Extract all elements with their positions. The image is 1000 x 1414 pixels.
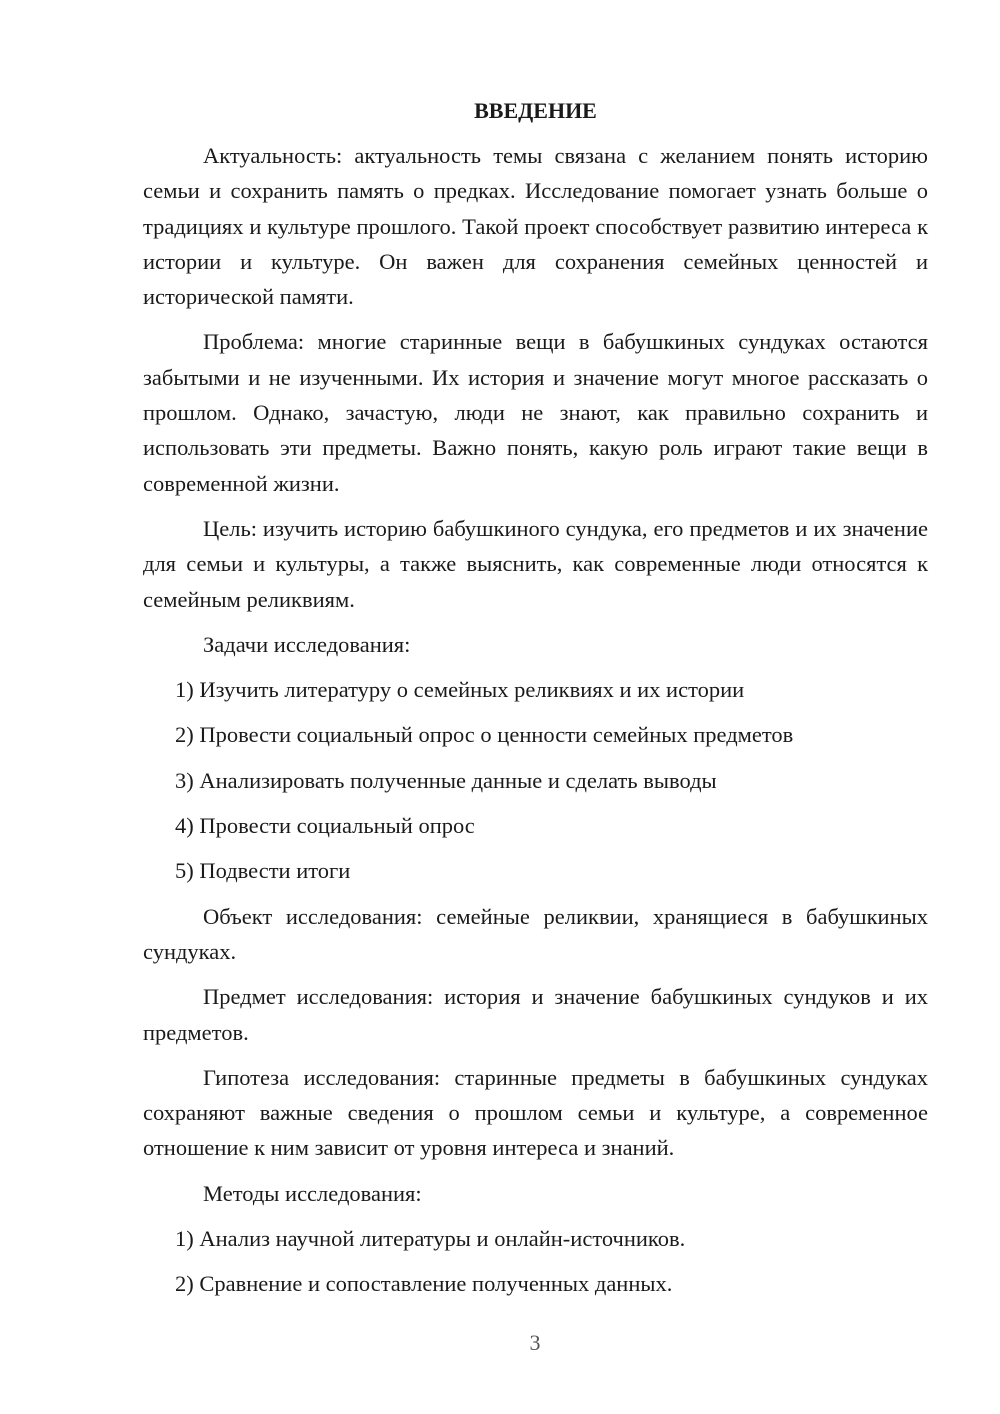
goal-paragraph: Цель: изучить историю бабушкиного сундука, его предметов и их значение для семьи и культуры, а также выяснить, как современные люди относятся к семейным реликвиям. — [143, 515, 928, 612]
relevance-paragraph: Актуальность: актуальность темы связана с желанием понять историю семьи и сохранить память о предках. Исследование помогает узнать больше о традициях и культуре прошлого. Такой проект способствует развитию интереса к истории и культуре. Он важен для сохранения семейных ценностей и исторической памяти. — [143, 143, 928, 310]
problem-paragraph: Проблема: многие старинные вещи в бабушкиных сундуках остаются забытыми и не изученными. Их история и значение могут многое рассказать о прошлом. Однако, зачастую, люди не знают, как правильно сохранить и использовать эти предметы. Важно понять, какую роль играют такие вещи в современной жизни. — [143, 329, 928, 496]
task-item: 1) Изучить литературу о семейных реликвиях и их истории — [175, 677, 745, 703]
tasks-list — [143, 672, 928, 888]
task-item: 2) Провести социальный опрос о ценности семейных предметов — [175, 722, 794, 748]
methods-list — [143, 1221, 928, 1302]
tasks-label: Задачи исследования: — [203, 631, 411, 657]
page-number: 3 — [529, 1330, 541, 1355]
page-content — [143, 96, 928, 1312]
hypothesis-paragraph: Гипотеза исследования: старинные предметы в бабушкиных сундуках сохраняют важные сведения о прошлом семьи и культуре, а современное отношение к ним зависит от уровня интереса и знаний. — [143, 1064, 928, 1161]
methods-label: Методы исследования: — [203, 1180, 422, 1206]
task-item: 3) Анализировать полученные данные и сделать выводы — [175, 767, 717, 793]
task-item: 4) Провести социальный опрос — [175, 813, 475, 839]
object-paragraph: Объект исследования: семейные реликвии, хранящиеся в бабушкиных сундуках. — [143, 903, 928, 964]
task-item: 5) Подвести итоги — [175, 858, 351, 884]
subject-paragraph: Предмет исследования: история и значение бабушкиных сундуков и их предметов. — [143, 984, 928, 1045]
method-item: 2) Сравнение и сопоставление полученных данных. — [175, 1271, 673, 1297]
method-item: 1) Анализ научной литературы и онлайн-источников. — [175, 1226, 686, 1252]
page-title: ВВЕДЕНИЕ — [474, 98, 597, 123]
